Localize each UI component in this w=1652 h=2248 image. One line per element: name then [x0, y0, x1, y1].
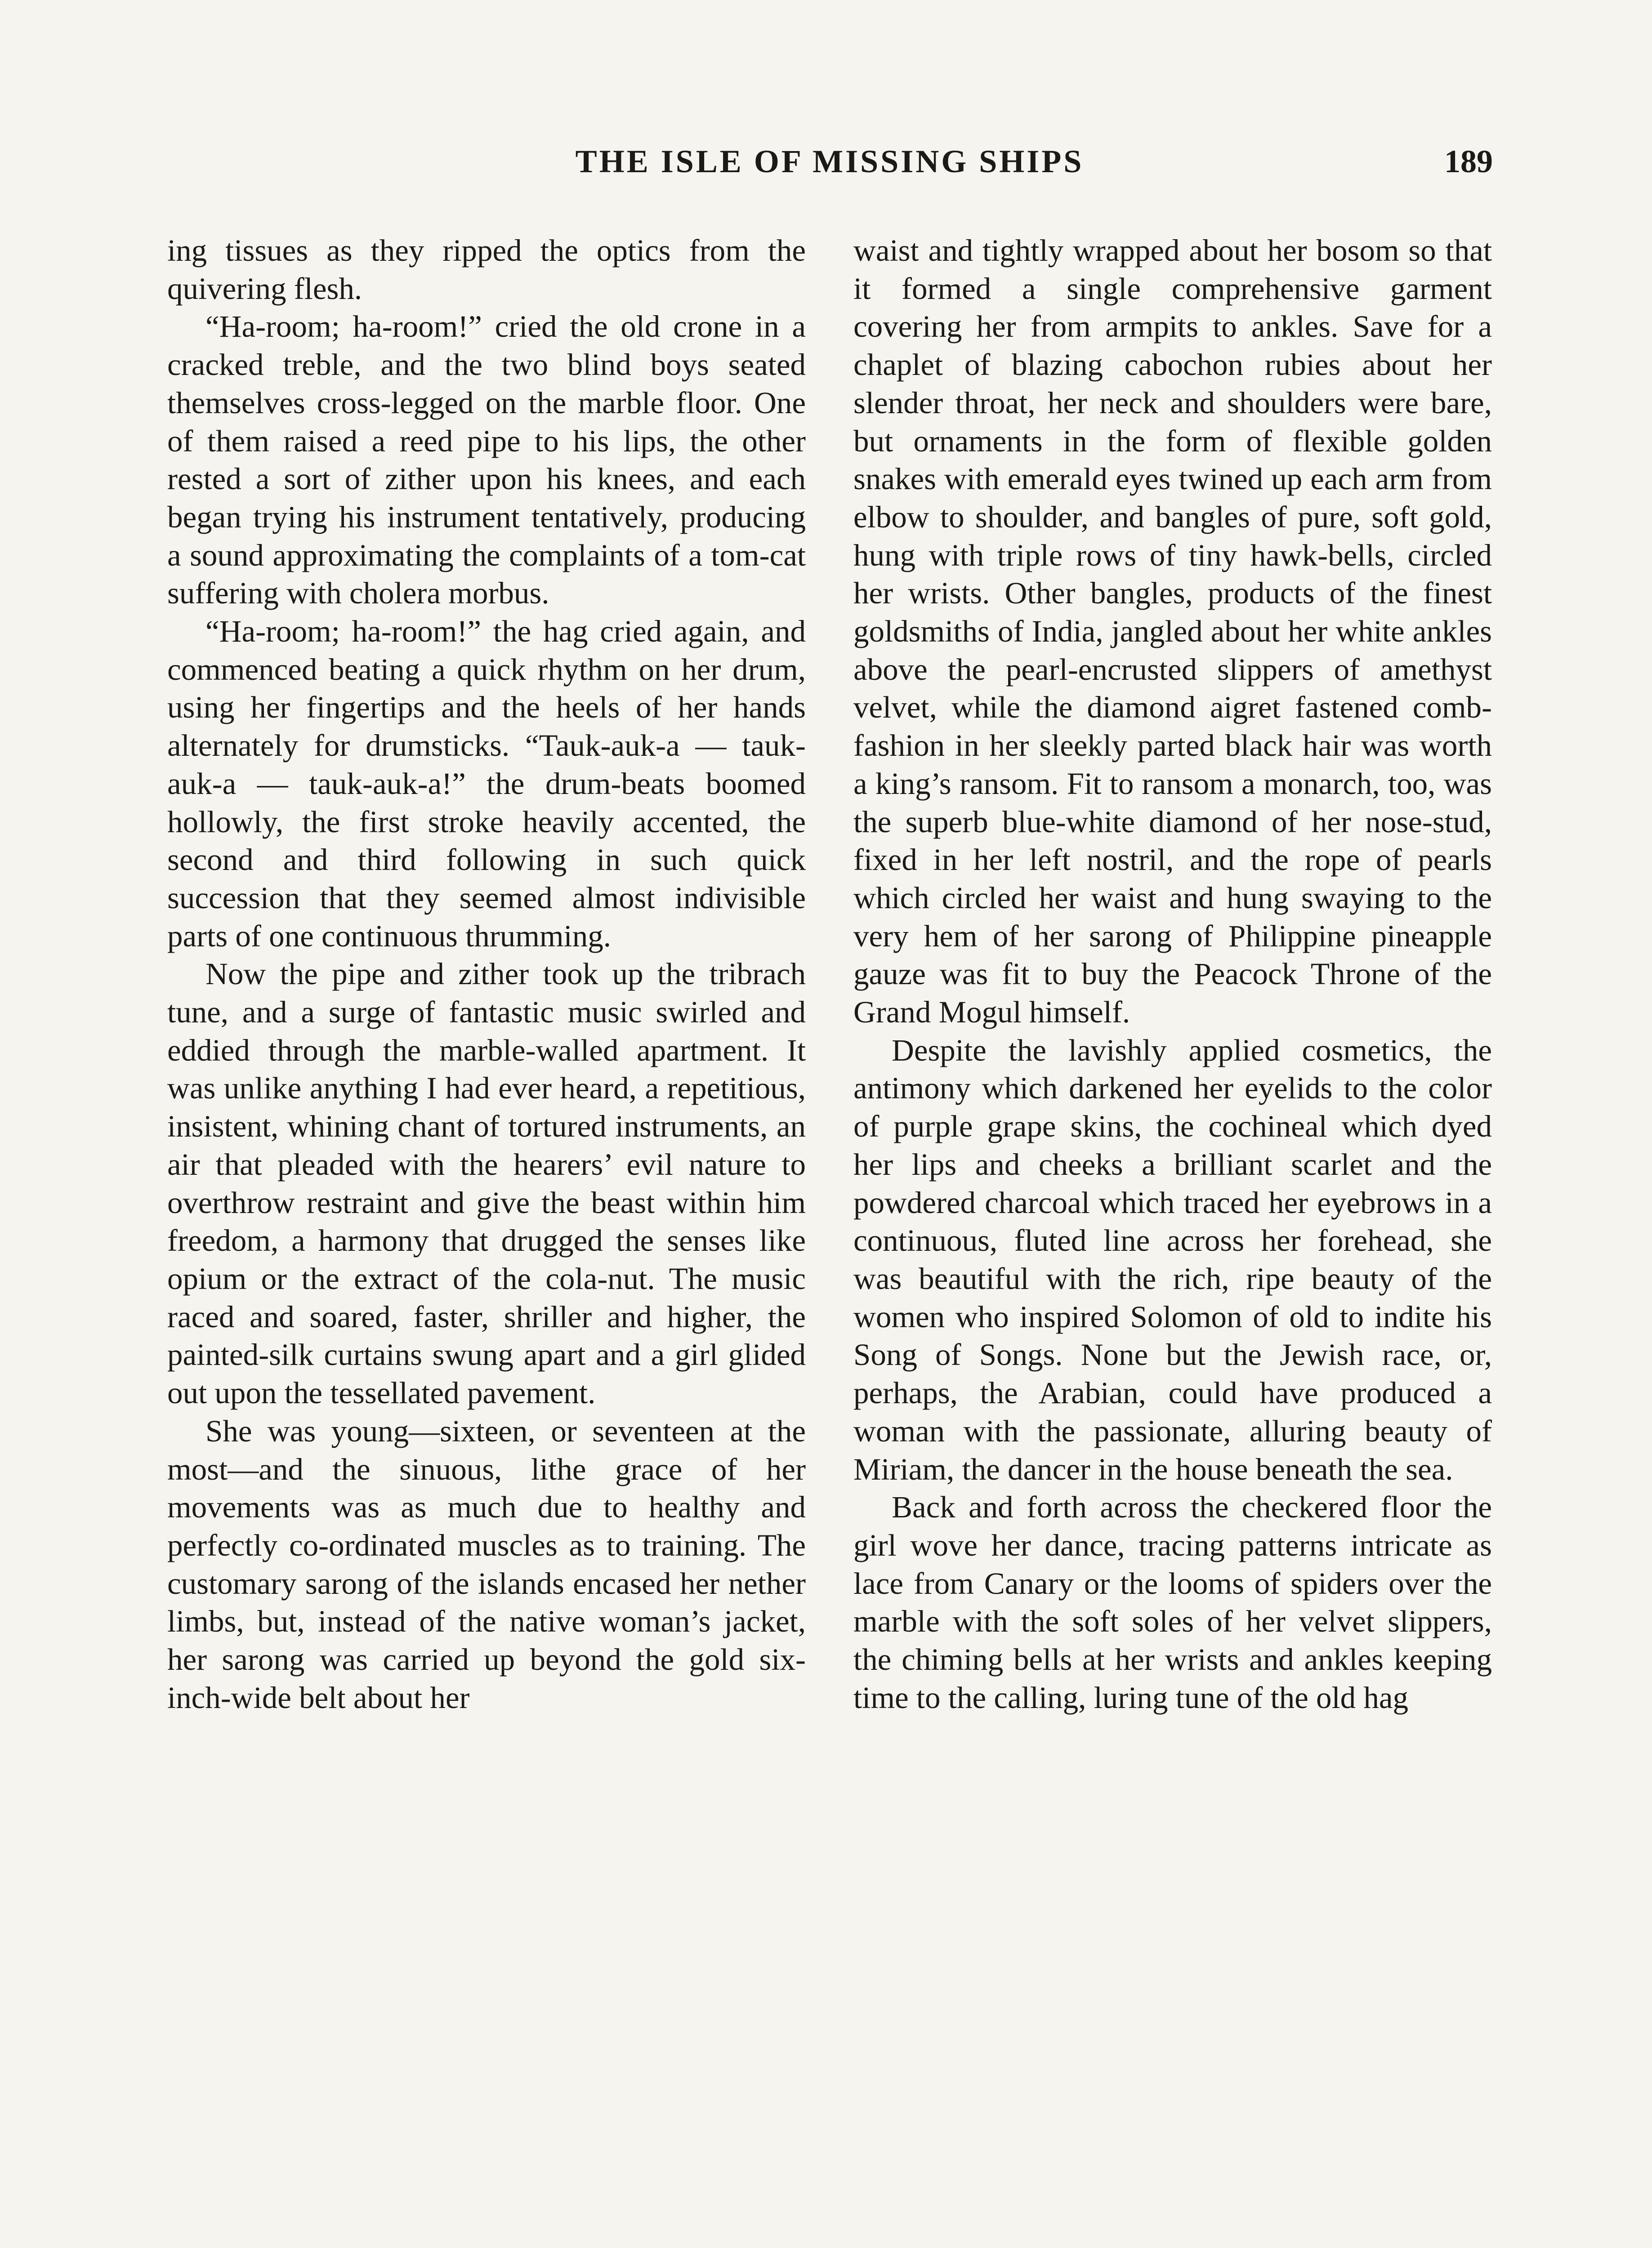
page-number: 189	[1444, 143, 1493, 179]
paragraph: “Ha-room; ha-room!” the hag cried again, and commenced beating a quick rhythm on her drum, using her fingertips and the heels of her hands alternately for drumsticks. “Tauk-auk-a — tauk-auk-a — tauk-auk-a!” the drum-beats boomed hollowly, the first stroke heavily accented, the second and third following in such quick succession that they seemed almost indivisible parts of one continuous thrumming.	[167, 614, 806, 953]
right-column	[853, 232, 1492, 1717]
paragraph: Despite the lavishly applied cosmetics, the antimony which darkened her eyelids to the color of purple grape skins, the cochineal which dyed her lips and cheeks a brilliant scarlet and the powdered charcoal which traced her eyebrows in a continuous, fluted line across her forehead, she was beautiful with the rich, ripe beauty of the women who inspired Solomon of old to indite his Song of Songs. None but the Jewish race, or, perhaps, the Arabian, could have produced a woman with the passionate, alluring beauty of Miriam, the dancer in the house beneath the sea.	[853, 1033, 1492, 1486]
paragraph: ing tissues as they ripped the optics from the quivering flesh.	[167, 233, 806, 306]
paragraph: Now the pipe and zither took up the tribrach tune, and a surge of fantastic music swirled and eddied through the marble-walled apartment. It was unlike anything I had ever heard, a repetitious, insistent, whining chant of tortured instruments, an air that pleaded with the hearers’ evil nature to overthrow restraint and give the beast within him freedom, a harmony that drugged the senses like opium or the extract of the cola-nut. The music raced and soared, faster, shriller and higher, the painted-silk curtains swung apart and a girl glided out upon the tessellated pavement.	[167, 957, 806, 1410]
running-title: THE ISLE OF MISSING SHIPS	[575, 143, 1084, 179]
running-head	[166, 143, 1493, 183]
paragraph: Back and forth across the checkered floor the girl wove her dance, tracing patterns intricate as lace from Canary or the looms of spiders over the marble with the soft soles of her velvet slippers, the chiming bells at her wrists and ankles keeping time to the calling, luring tune of the old hag	[853, 1490, 1492, 1715]
left-column	[167, 232, 806, 1717]
paragraph: She was young—sixteen, or seventeen at the most—and the sinuous, lithe grace of her movements was as much due to healthy and perfectly co-ordinated muscles as to training. The customary sarong of the islands encased her nether limbs, but, instead of the native woman’s jacket, her sarong was carried up beyond the gold six-inch-wide belt about her	[167, 1414, 806, 1715]
paragraph: waist and tightly wrapped about her bosom so that it formed a single comprehensive garment covering her from armpits to ankles. Save for a chaplet of blazing cabochon rubies about her slender throat, her neck and shoulders were bare, but ornaments in the form of flexible golden snakes with emerald eyes twined up each arm from elbow to shoulder, and bangles of pure, soft gold, hung with triple rows of tiny hawk-bells, circled her wrists. Other bangles, products of the finest goldsmiths of India, jangled about her white ankles above the pearl-encrusted slippers of amethyst velvet, while the diamond aigret fastened comb-fashion in her sleekly parted black hair was worth a king’s ransom. Fit to ransom a monarch, too, was the superb blue-white diamond of her nose-stud, fixed in her left nostril, and the rope of pearls which circled her waist and hung swaying to the very hem of her sarong of Philippine pineapple gauze was fit to buy the Peacock Throne of the Grand Mogul himself.	[853, 233, 1492, 1030]
paragraph: “Ha-room; ha-room!” cried the old crone in a cracked treble, and the two blind boys seated themselves cross-legged on the marble floor. One of them raised a reed pipe to his lips, the other rested a sort of zither upon his knees, and each began trying his instrument tentatively, producing a sound approximating the complaints of a tom-cat suffering with cholera morbus.	[167, 309, 806, 611]
